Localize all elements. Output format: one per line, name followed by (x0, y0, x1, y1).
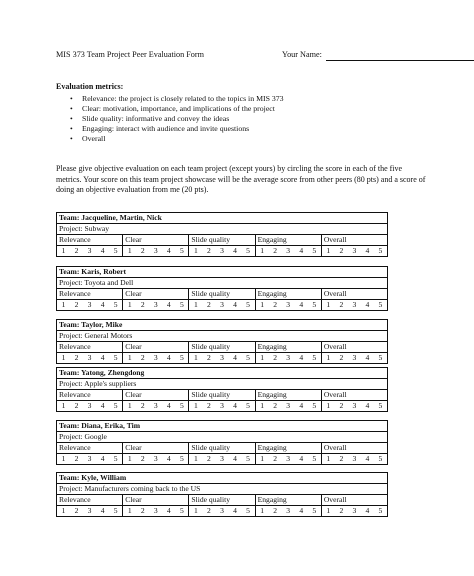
score-option[interactable]: 3 (220, 506, 224, 515)
score-option[interactable]: 5 (113, 353, 118, 362)
score-option[interactable]: 4 (365, 353, 370, 362)
score-group-slide-quality (189, 401, 255, 411)
score-option[interactable]: 1 (326, 506, 331, 515)
score-option[interactable]: 4 (100, 300, 105, 309)
score-group-overall (322, 506, 387, 516)
score-option[interactable]: 2 (207, 246, 211, 255)
score-option[interactable]: 3 (352, 506, 357, 515)
score-option[interactable]: 3 (220, 401, 224, 410)
score-option[interactable]: 2 (273, 353, 278, 362)
score-option[interactable]: 3 (87, 300, 92, 309)
metric-header-slide-quality: Slide quality (189, 390, 255, 400)
team-name: Team: Diana, Erika, Tim (57, 421, 387, 432)
score-option[interactable]: 4 (166, 353, 171, 362)
score-option[interactable]: 4 (299, 353, 304, 362)
score-option[interactable]: 4 (166, 401, 171, 410)
score-option[interactable]: 5 (246, 353, 250, 362)
score-option[interactable]: 2 (140, 300, 145, 309)
score-option[interactable]: 1 (127, 246, 132, 255)
metric-header-engaging: Engaging (256, 495, 322, 505)
team-project: Project: Manufacturers coming back to the US (57, 484, 387, 495)
metric-header-engaging: Engaging (256, 235, 322, 245)
score-option[interactable]: 3 (352, 246, 357, 255)
score-option[interactable]: 2 (207, 401, 211, 410)
score-option[interactable]: 3 (286, 454, 291, 463)
score-option[interactable]: 1 (326, 300, 331, 309)
score-option[interactable]: 4 (365, 454, 370, 463)
score-option[interactable]: 3 (153, 454, 158, 463)
score-option[interactable]: 4 (233, 506, 237, 515)
score-option[interactable]: 3 (286, 246, 291, 255)
score-option[interactable]: 5 (312, 506, 317, 515)
score-option[interactable]: 5 (246, 300, 250, 309)
score-option[interactable]: 3 (352, 401, 357, 410)
score-option[interactable]: 1 (194, 246, 198, 255)
score-option[interactable]: 3 (286, 506, 291, 515)
score-group-overall (322, 401, 387, 411)
team-name: Team: Yatong, Zhengdong (57, 368, 387, 379)
score-group-overall (322, 353, 387, 363)
score-group-clear (123, 246, 189, 256)
score-group-clear (123, 454, 189, 464)
score-option[interactable]: 2 (207, 300, 211, 309)
score-option[interactable]: 3 (153, 506, 158, 515)
score-option[interactable]: 2 (339, 454, 344, 463)
score-option[interactable]: 2 (339, 506, 344, 515)
score-option[interactable]: 3 (220, 353, 224, 362)
score-option[interactable]: 5 (179, 353, 184, 362)
score-option[interactable]: 1 (61, 454, 66, 463)
score-option[interactable]: 3 (286, 353, 291, 362)
score-option[interactable]: 5 (378, 506, 383, 515)
score-option[interactable]: 4 (299, 300, 304, 309)
score-option[interactable]: 3 (352, 454, 357, 463)
score-option[interactable]: 3 (220, 246, 224, 255)
score-group-engaging (256, 246, 322, 256)
team-evaluation-table (56, 367, 388, 412)
team-project: Project: Apple's suppliers (57, 379, 387, 390)
score-option[interactable]: 5 (179, 300, 184, 309)
score-option[interactable]: 5 (113, 300, 118, 309)
score-group-relevance (57, 300, 123, 310)
score-option[interactable]: 4 (166, 300, 171, 309)
score-option[interactable]: 4 (100, 401, 105, 410)
score-option[interactable]: 4 (365, 246, 370, 255)
team-evaluation-table (56, 266, 388, 311)
score-option[interactable]: 5 (246, 454, 250, 463)
score-option[interactable]: 4 (299, 246, 304, 255)
score-option[interactable]: 2 (74, 506, 79, 515)
team-evaluation-table (56, 472, 388, 517)
score-option[interactable]: 5 (179, 246, 184, 255)
metric-header-relevance: Relevance (57, 390, 123, 400)
score-row (57, 401, 387, 411)
metric-header-row (57, 289, 387, 300)
team-name: Team: Jacqueline, Martin, Nick (57, 213, 387, 224)
score-option[interactable]: 5 (246, 401, 250, 410)
score-option[interactable]: 5 (113, 506, 118, 515)
score-group-engaging (256, 506, 322, 516)
score-group-clear (123, 401, 189, 411)
metric-header-overall: Overall (323, 390, 347, 399)
score-option[interactable]: 5 (378, 454, 383, 463)
metric-header-clear: Clear (123, 443, 189, 453)
score-option[interactable]: 4 (365, 300, 370, 309)
score-option[interactable]: 1 (194, 300, 198, 309)
instructions: Please give objective evaluation on each team project (except yours) by circling the score in each of the five metrics. Your score on this team project showcase will be the average score from other peers (80 pts) and a score of doing an objective evaluation from me (20 pts). (56, 164, 426, 194)
score-option[interactable]: 1 (61, 246, 66, 255)
metric-header-overall: Overall (323, 342, 347, 351)
metric-header-clear: Clear (123, 495, 189, 505)
score-option[interactable]: 4 (365, 506, 370, 515)
score-option[interactable]: 4 (233, 454, 237, 463)
metric-header-overall: Overall (323, 235, 347, 244)
score-option[interactable]: 2 (273, 300, 278, 309)
score-option[interactable]: 4 (299, 401, 304, 410)
score-option[interactable]: 5 (378, 353, 383, 362)
score-option[interactable]: 5 (113, 246, 118, 255)
score-option[interactable]: 1 (127, 401, 132, 410)
score-group-relevance (57, 454, 123, 464)
score-option[interactable]: 5 (179, 401, 184, 410)
score-option[interactable]: 4 (365, 401, 370, 410)
score-option[interactable]: 3 (286, 300, 291, 309)
score-option[interactable]: 1 (326, 454, 331, 463)
score-option[interactable]: 4 (233, 246, 237, 255)
score-option[interactable]: 3 (220, 300, 224, 309)
score-group-clear (123, 506, 189, 516)
score-group-slide-quality (189, 300, 255, 310)
score-option[interactable]: 2 (140, 454, 145, 463)
score-option[interactable]: 2 (74, 300, 79, 309)
score-option[interactable]: 1 (61, 353, 66, 362)
score-option[interactable]: 2 (74, 353, 79, 362)
score-option[interactable]: 3 (220, 454, 224, 463)
score-group-engaging (256, 300, 322, 310)
score-option[interactable]: 1 (61, 401, 66, 410)
score-group-overall (322, 300, 387, 310)
metric-header-row (57, 235, 387, 246)
score-row (57, 506, 387, 516)
score-option[interactable]: 4 (166, 246, 171, 255)
metric-header-relevance: Relevance (57, 342, 123, 352)
score-option[interactable]: 1 (260, 506, 265, 515)
score-row (57, 246, 387, 256)
score-option[interactable]: 1 (326, 401, 331, 410)
your-name-label: Your Name: (282, 50, 322, 59)
score-option[interactable]: 3 (153, 246, 158, 255)
score-option[interactable]: 3 (87, 401, 92, 410)
score-option[interactable]: 5 (312, 300, 317, 309)
score-option[interactable]: 1 (260, 246, 265, 255)
metric-header-overall: Overall (323, 289, 347, 298)
score-option[interactable]: 2 (140, 246, 145, 255)
score-option[interactable]: 1 (127, 454, 132, 463)
metric-header-overall: Overall (323, 495, 347, 504)
score-option[interactable]: 2 (207, 506, 211, 515)
score-option[interactable]: 1 (194, 454, 198, 463)
team-name: Team: Karis, Robert (57, 267, 387, 278)
score-option[interactable]: 1 (127, 506, 132, 515)
score-option[interactable]: 3 (153, 353, 158, 362)
metric-header-relevance: Relevance (57, 443, 123, 453)
metric-header-relevance: Relevance (57, 495, 123, 505)
score-option[interactable]: 1 (260, 454, 265, 463)
score-option[interactable]: 5 (312, 353, 317, 362)
score-option[interactable]: 4 (100, 246, 105, 255)
score-option[interactable]: 1 (326, 353, 331, 362)
team-evaluation-table (56, 319, 388, 364)
score-group-engaging (256, 353, 322, 363)
metric-header-relevance: Relevance (57, 289, 123, 299)
score-option[interactable]: 2 (74, 401, 79, 410)
score-group-clear (123, 353, 189, 363)
score-group-relevance (57, 401, 123, 411)
score-option[interactable]: 2 (339, 353, 344, 362)
score-group-slide-quality (189, 454, 255, 464)
score-option[interactable]: 4 (166, 454, 171, 463)
score-group-relevance (57, 353, 123, 363)
team-project: Project: Toyota and Dell (57, 278, 387, 289)
metrics-title: Evaluation metrics: (56, 82, 124, 91)
metric-header-slide-quality: Slide quality (189, 342, 255, 352)
score-option[interactable]: 2 (140, 353, 145, 362)
score-option[interactable]: 1 (194, 353, 198, 362)
metric-header-clear: Clear (123, 235, 189, 245)
score-option[interactable]: 3 (87, 353, 92, 362)
score-option[interactable]: 1 (127, 300, 132, 309)
score-option[interactable]: 2 (273, 506, 278, 515)
score-option[interactable]: 3 (286, 401, 291, 410)
score-option[interactable]: 5 (312, 401, 317, 410)
team-evaluation-table (56, 212, 388, 257)
metrics-list (70, 94, 284, 144)
score-option[interactable]: 1 (61, 300, 66, 309)
score-option[interactable]: 2 (140, 401, 145, 410)
score-option[interactable]: 2 (140, 506, 145, 515)
score-group-overall (322, 454, 387, 464)
score-option[interactable]: 3 (87, 246, 92, 255)
score-option[interactable]: 4 (100, 454, 105, 463)
score-option[interactable]: 5 (113, 454, 118, 463)
your-name-field[interactable] (326, 60, 474, 61)
score-option[interactable]: 5 (113, 401, 118, 410)
metric-header-relevance: Relevance (57, 235, 123, 245)
metric-header-clear: Clear (123, 342, 189, 352)
metric-header-row (57, 390, 387, 401)
score-group-relevance (57, 506, 123, 516)
score-option[interactable]: 5 (179, 506, 184, 515)
score-row (57, 353, 387, 363)
score-option[interactable]: 5 (378, 246, 383, 255)
score-option[interactable]: 2 (74, 246, 79, 255)
score-option[interactable]: 1 (260, 401, 265, 410)
team-project: Project: Google (57, 432, 387, 443)
score-group-clear (123, 300, 189, 310)
team-project: Project: Subway (57, 224, 387, 235)
score-option[interactable]: 4 (233, 353, 237, 362)
score-option[interactable]: 5 (246, 246, 250, 255)
score-option[interactable]: 1 (127, 353, 132, 362)
score-group-slide-quality (189, 506, 255, 516)
form-title: MIS 373 Team Project Peer Evaluation Form (56, 50, 204, 59)
metric-header-row (57, 342, 387, 353)
metric-item-clear: • Clear: motivation, importance, and implications of the project (70, 104, 284, 114)
score-option[interactable]: 1 (260, 300, 265, 309)
score-option[interactable]: 4 (233, 401, 237, 410)
score-option[interactable]: 5 (312, 454, 317, 463)
metric-item-relevance: • Relevance: the project is closely related to the topics in MIS 373 (70, 94, 284, 104)
score-group-engaging (256, 401, 322, 411)
score-option[interactable]: 2 (273, 401, 278, 410)
metric-header-engaging: Engaging (256, 390, 322, 400)
score-option[interactable]: 4 (100, 506, 105, 515)
score-option[interactable]: 5 (378, 300, 383, 309)
score-option[interactable]: 3 (153, 401, 158, 410)
score-group-slide-quality (189, 246, 255, 256)
metric-header-slide-quality: Slide quality (189, 235, 255, 245)
metric-header-slide-quality: Slide quality (189, 443, 255, 453)
score-option[interactable]: 3 (352, 300, 357, 309)
score-group-engaging (256, 454, 322, 464)
metric-item-overall: • Overall (70, 134, 284, 144)
score-option[interactable]: 1 (326, 246, 331, 255)
metric-header-clear: Clear (123, 289, 189, 299)
team-evaluation-table (56, 420, 388, 465)
metric-item-slide-quality: • Slide quality: informative and convey the ideas (70, 114, 284, 124)
score-option[interactable]: 3 (153, 300, 158, 309)
score-option[interactable]: 2 (339, 401, 344, 410)
score-option[interactable]: 4 (100, 353, 105, 362)
score-group-relevance (57, 246, 123, 256)
score-option[interactable]: 5 (179, 454, 184, 463)
score-option[interactable]: 2 (339, 300, 344, 309)
score-option[interactable]: 4 (299, 454, 304, 463)
score-option[interactable]: 1 (194, 401, 198, 410)
score-option[interactable]: 2 (273, 454, 278, 463)
score-group-slide-quality (189, 353, 255, 363)
score-group-overall (322, 246, 387, 256)
score-option[interactable]: 2 (339, 246, 344, 255)
metric-header-overall: Overall (323, 443, 347, 452)
score-row (57, 454, 387, 464)
score-option[interactable]: 1 (194, 506, 198, 515)
score-option[interactable]: 5 (246, 506, 250, 515)
score-option[interactable]: 2 (207, 454, 211, 463)
team-name: Team: Kyle, William (57, 473, 387, 484)
score-option[interactable]: 2 (273, 246, 278, 255)
score-option[interactable]: 2 (74, 454, 79, 463)
score-option[interactable]: 1 (260, 353, 265, 362)
metric-header-slide-quality: Slide quality (189, 289, 255, 299)
metric-item-engaging: • Engaging: interact with audience and invite questions (70, 124, 284, 134)
score-row (57, 300, 387, 310)
metric-header-clear: Clear (123, 390, 189, 400)
score-option[interactable]: 2 (207, 353, 211, 362)
score-option[interactable]: 4 (233, 300, 237, 309)
metric-header-engaging: Engaging (256, 443, 322, 453)
score-option[interactable]: 4 (166, 506, 171, 515)
score-option[interactable]: 3 (87, 454, 92, 463)
score-option[interactable]: 1 (61, 506, 66, 515)
metric-header-slide-quality: Slide quality (189, 495, 255, 505)
metric-header-engaging: Engaging (256, 289, 322, 299)
metric-header-row (57, 443, 387, 454)
score-option[interactable]: 3 (352, 353, 357, 362)
score-option[interactable]: 5 (312, 246, 317, 255)
team-name: Team: Taylor, Mike (57, 320, 387, 331)
score-option[interactable]: 3 (87, 506, 92, 515)
score-option[interactable]: 4 (299, 506, 304, 515)
team-project: Project: General Motors (57, 331, 387, 342)
metric-header-engaging: Engaging (256, 342, 322, 352)
metric-header-row (57, 495, 387, 506)
score-option[interactable]: 5 (378, 401, 383, 410)
